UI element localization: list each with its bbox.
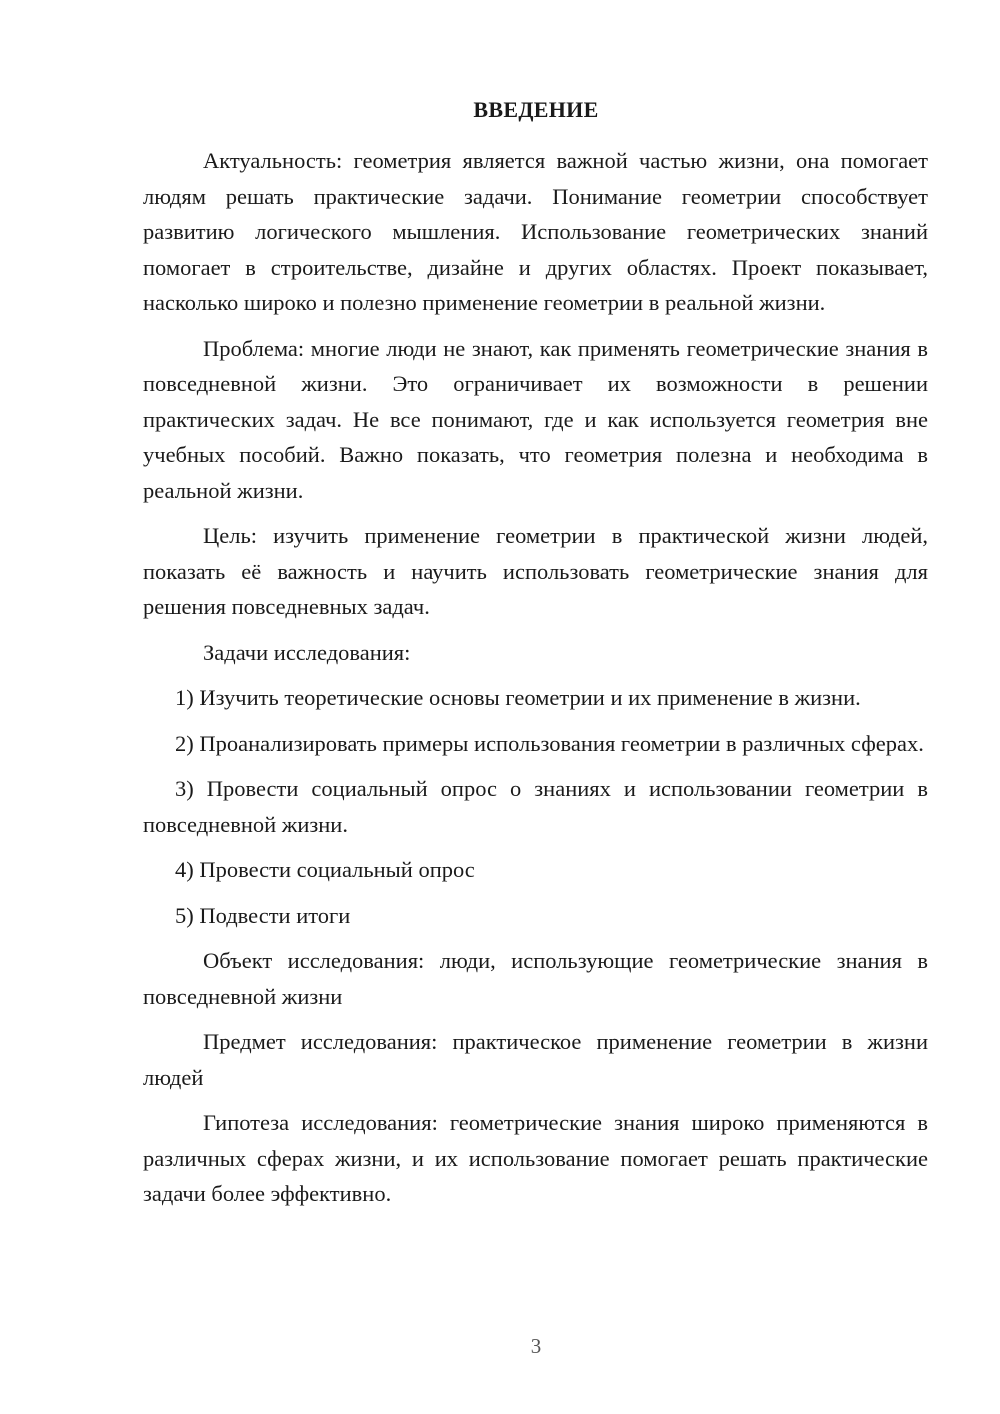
- task-item: 2) Проанализировать примеры использования геометрии в различных сферах.: [175, 730, 924, 756]
- task-item: 1) Изучить теоретические основы геометрии и их применение в жизни.: [175, 685, 861, 710]
- paragraph-problem: Проблема: многие люди не знают, как применять геометрические знания в повседневной жизни. Это ограничивает их возможности в решении практических задач. Не все понимают, где и как используется геометрия вне учебных пособий. Важно показать, что геометрия полезна и необходима в реальной жизни.: [143, 335, 928, 503]
- paragraph-object: Объект исследования: люди, использующие геометрические знания в повседневной жизни: [143, 948, 928, 1009]
- paragraph-tasks-heading: Задачи исследования:: [203, 639, 411, 665]
- paragraph-relevance: Актуальность: геометрия является важной частью жизни, она помогает людям решать практические задачи. Понимание геометрии способствует развитию логического мышления. Использование геометрических знаний помогает в строительстве, дизайне и других областях. Проект показывает, насколько широко и полезно применение геометрии в реальной жизни.: [143, 148, 928, 315]
- task-item: 3) Провести социальный опрос о знаниях и использовании геометрии в повседневной жизни.: [143, 776, 928, 837]
- document-body: [143, 143, 928, 1222]
- task-item: 5) Подвести итоги: [175, 902, 351, 928]
- section-title: ВВЕДЕНИЕ: [473, 97, 599, 122]
- paragraph-goal: Цель: изучить применение геометрии в практической жизни людей, показать её важность и научить использовать геометрические знания для решения повседневных задач.: [143, 523, 928, 619]
- paragraph-subject: Предмет исследования: практическое применение геометрии в жизни людей: [143, 1029, 928, 1090]
- paragraph-hypothesis: Гипотеза исследования: геометрические знания широко применяются в различных сферах жизни, и их использование помогает решать практические задачи более эффективно.: [143, 1110, 928, 1206]
- task-item: 4) Провести социальный опрос: [175, 857, 475, 882]
- page-number: 3: [530, 1334, 542, 1358]
